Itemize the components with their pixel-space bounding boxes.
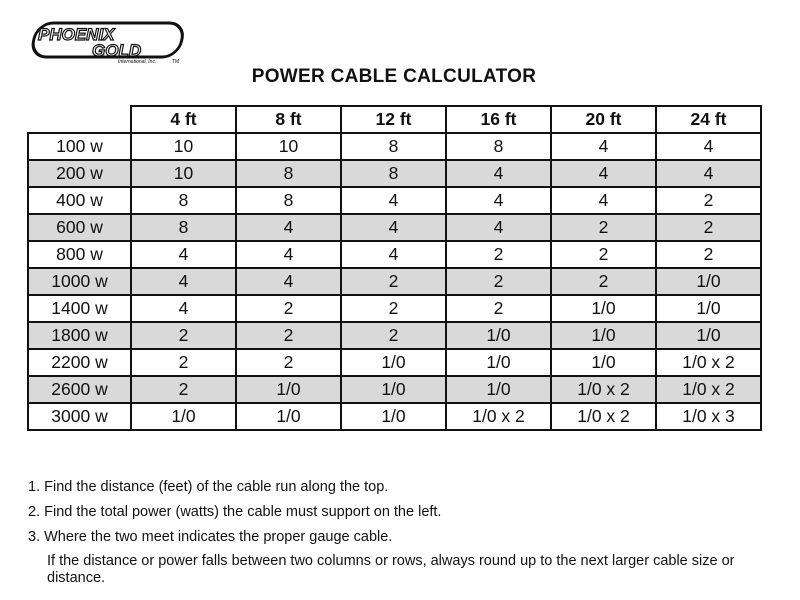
row-label: 1800 w: [28, 322, 131, 349]
gauge-cell: 4: [446, 187, 551, 214]
gauge-cell: 4: [236, 214, 341, 241]
cable-gauge-table: [27, 105, 762, 431]
column-header: 8 ft: [236, 106, 341, 133]
gauge-cell: 2: [446, 268, 551, 295]
gauge-cell: 4: [131, 268, 236, 295]
gauge-cell: 2: [551, 214, 656, 241]
logo-line1: PHOENIX: [38, 25, 115, 44]
table-row: [28, 376, 761, 403]
row-label: 2600 w: [28, 376, 131, 403]
gauge-cell: 4: [341, 214, 446, 241]
row-label: 800 w: [28, 241, 131, 268]
gauge-cell: 1/0: [656, 295, 761, 322]
table-row: [28, 214, 761, 241]
gauge-cell: 2: [236, 322, 341, 349]
column-header: 4 ft: [131, 106, 236, 133]
gauge-cell: 1/0: [656, 268, 761, 295]
table-row: [28, 187, 761, 214]
row-label: 1000 w: [28, 268, 131, 295]
gauge-cell: 8: [236, 160, 341, 187]
gauge-cell: 1/0 x 2: [551, 403, 656, 430]
row-label: 400 w: [28, 187, 131, 214]
gauge-cell: 4: [131, 241, 236, 268]
column-header: 12 ft: [341, 106, 446, 133]
gauge-cell: 4: [656, 160, 761, 187]
gauge-cell: 2: [131, 349, 236, 376]
row-label: 2200 w: [28, 349, 131, 376]
gauge-cell: 4: [551, 160, 656, 187]
gauge-cell: 2: [131, 322, 236, 349]
gauge-cell: 2: [341, 295, 446, 322]
instructions: [28, 478, 778, 587]
gauge-cell: 1/0: [551, 295, 656, 322]
gauge-cell: 4: [656, 133, 761, 160]
table-row: [28, 403, 761, 430]
gauge-cell: 8: [131, 214, 236, 241]
gauge-cell: 2: [656, 214, 761, 241]
gauge-cell: 2: [236, 295, 341, 322]
gauge-cell: 1/0: [131, 403, 236, 430]
gauge-cell: 1/0: [656, 322, 761, 349]
column-header: 20 ft: [551, 106, 656, 133]
logo-tm: TM: [172, 59, 180, 65]
gauge-cell: 1/0: [341, 349, 446, 376]
table-row: [28, 241, 761, 268]
row-label: 600 w: [28, 214, 131, 241]
gauge-cell: 2: [656, 241, 761, 268]
gauge-cell: 1/0 x 2: [551, 376, 656, 403]
gauge-cell: 2: [446, 295, 551, 322]
instruction-step: 1. Find the distance (feet) of the cable run along the top.: [28, 479, 389, 495]
phoenix-gold-logo: [26, 20, 186, 66]
gauge-cell: 2: [341, 268, 446, 295]
gauge-cell: 1/0: [341, 376, 446, 403]
gauge-cell: 2: [236, 349, 341, 376]
gauge-cell: 4: [341, 241, 446, 268]
gauge-cell: 4: [551, 187, 656, 214]
gauge-cell: 4: [236, 241, 341, 268]
corner-cell: [28, 106, 131, 133]
gauge-cell: 1/0 x 2: [656, 376, 761, 403]
instruction-step: 3. Where the two meet indicates the proper gauge cable.: [28, 529, 393, 545]
gauge-cell: 10: [236, 133, 341, 160]
row-label: 1400 w: [28, 295, 131, 322]
gauge-cell: 1/0 x 2: [446, 403, 551, 430]
gauge-cell: 4: [131, 295, 236, 322]
header-row: [28, 106, 761, 133]
gauge-cell: 4: [236, 268, 341, 295]
table-row: [28, 268, 761, 295]
gauge-cell: 2: [341, 322, 446, 349]
table-body: [28, 133, 761, 430]
gauge-cell: 1/0: [446, 376, 551, 403]
table-row: [28, 349, 761, 376]
gauge-cell: 8: [341, 160, 446, 187]
gauge-cell: 1/0: [446, 349, 551, 376]
gauge-cell: 2: [446, 241, 551, 268]
column-header: 24 ft: [656, 106, 761, 133]
row-label: 3000 w: [28, 403, 131, 430]
gauge-cell: 4: [551, 133, 656, 160]
page-title: POWER CABLE CALCULATOR: [251, 66, 537, 87]
gauge-cell: 1/0 x 2: [656, 349, 761, 376]
gauge-cell: 1/0: [236, 376, 341, 403]
table-row: [28, 133, 761, 160]
table-row: [28, 322, 761, 349]
gauge-cell: 8: [341, 133, 446, 160]
logo-sub: International, Inc.: [118, 59, 157, 65]
gauge-cell: 10: [131, 160, 236, 187]
gauge-cell: 10: [131, 133, 236, 160]
logo-line2: GOLD: [92, 41, 142, 60]
gauge-cell: 1/0: [446, 322, 551, 349]
row-label: 200 w: [28, 160, 131, 187]
gauge-cell: 2: [551, 241, 656, 268]
gauge-cell: 2: [551, 268, 656, 295]
gauge-cell: 2: [131, 376, 236, 403]
gauge-cell: 1/0: [341, 403, 446, 430]
gauge-cell: 8: [446, 133, 551, 160]
gauge-cell: 8: [131, 187, 236, 214]
instruction-note: If the distance or power falls between two columns or rows, always round up to the next larger cable size or distance.: [47, 553, 735, 586]
row-label: 100 w: [28, 133, 131, 160]
gauge-cell: 4: [341, 187, 446, 214]
instruction-step: 2. Find the total power (watts) the cable must support on the left.: [28, 504, 442, 520]
gauge-cell: 8: [236, 187, 341, 214]
gauge-cell: 4: [446, 214, 551, 241]
gauge-cell: 1/0: [551, 349, 656, 376]
gauge-cell: 4: [446, 160, 551, 187]
gauge-cell: 1/0 x 3: [656, 403, 761, 430]
gauge-cell: 1/0: [236, 403, 341, 430]
column-header: 16 ft: [446, 106, 551, 133]
gauge-cell: 2: [656, 187, 761, 214]
table-row: [28, 160, 761, 187]
gauge-cell: 1/0: [551, 322, 656, 349]
table-row: [28, 295, 761, 322]
